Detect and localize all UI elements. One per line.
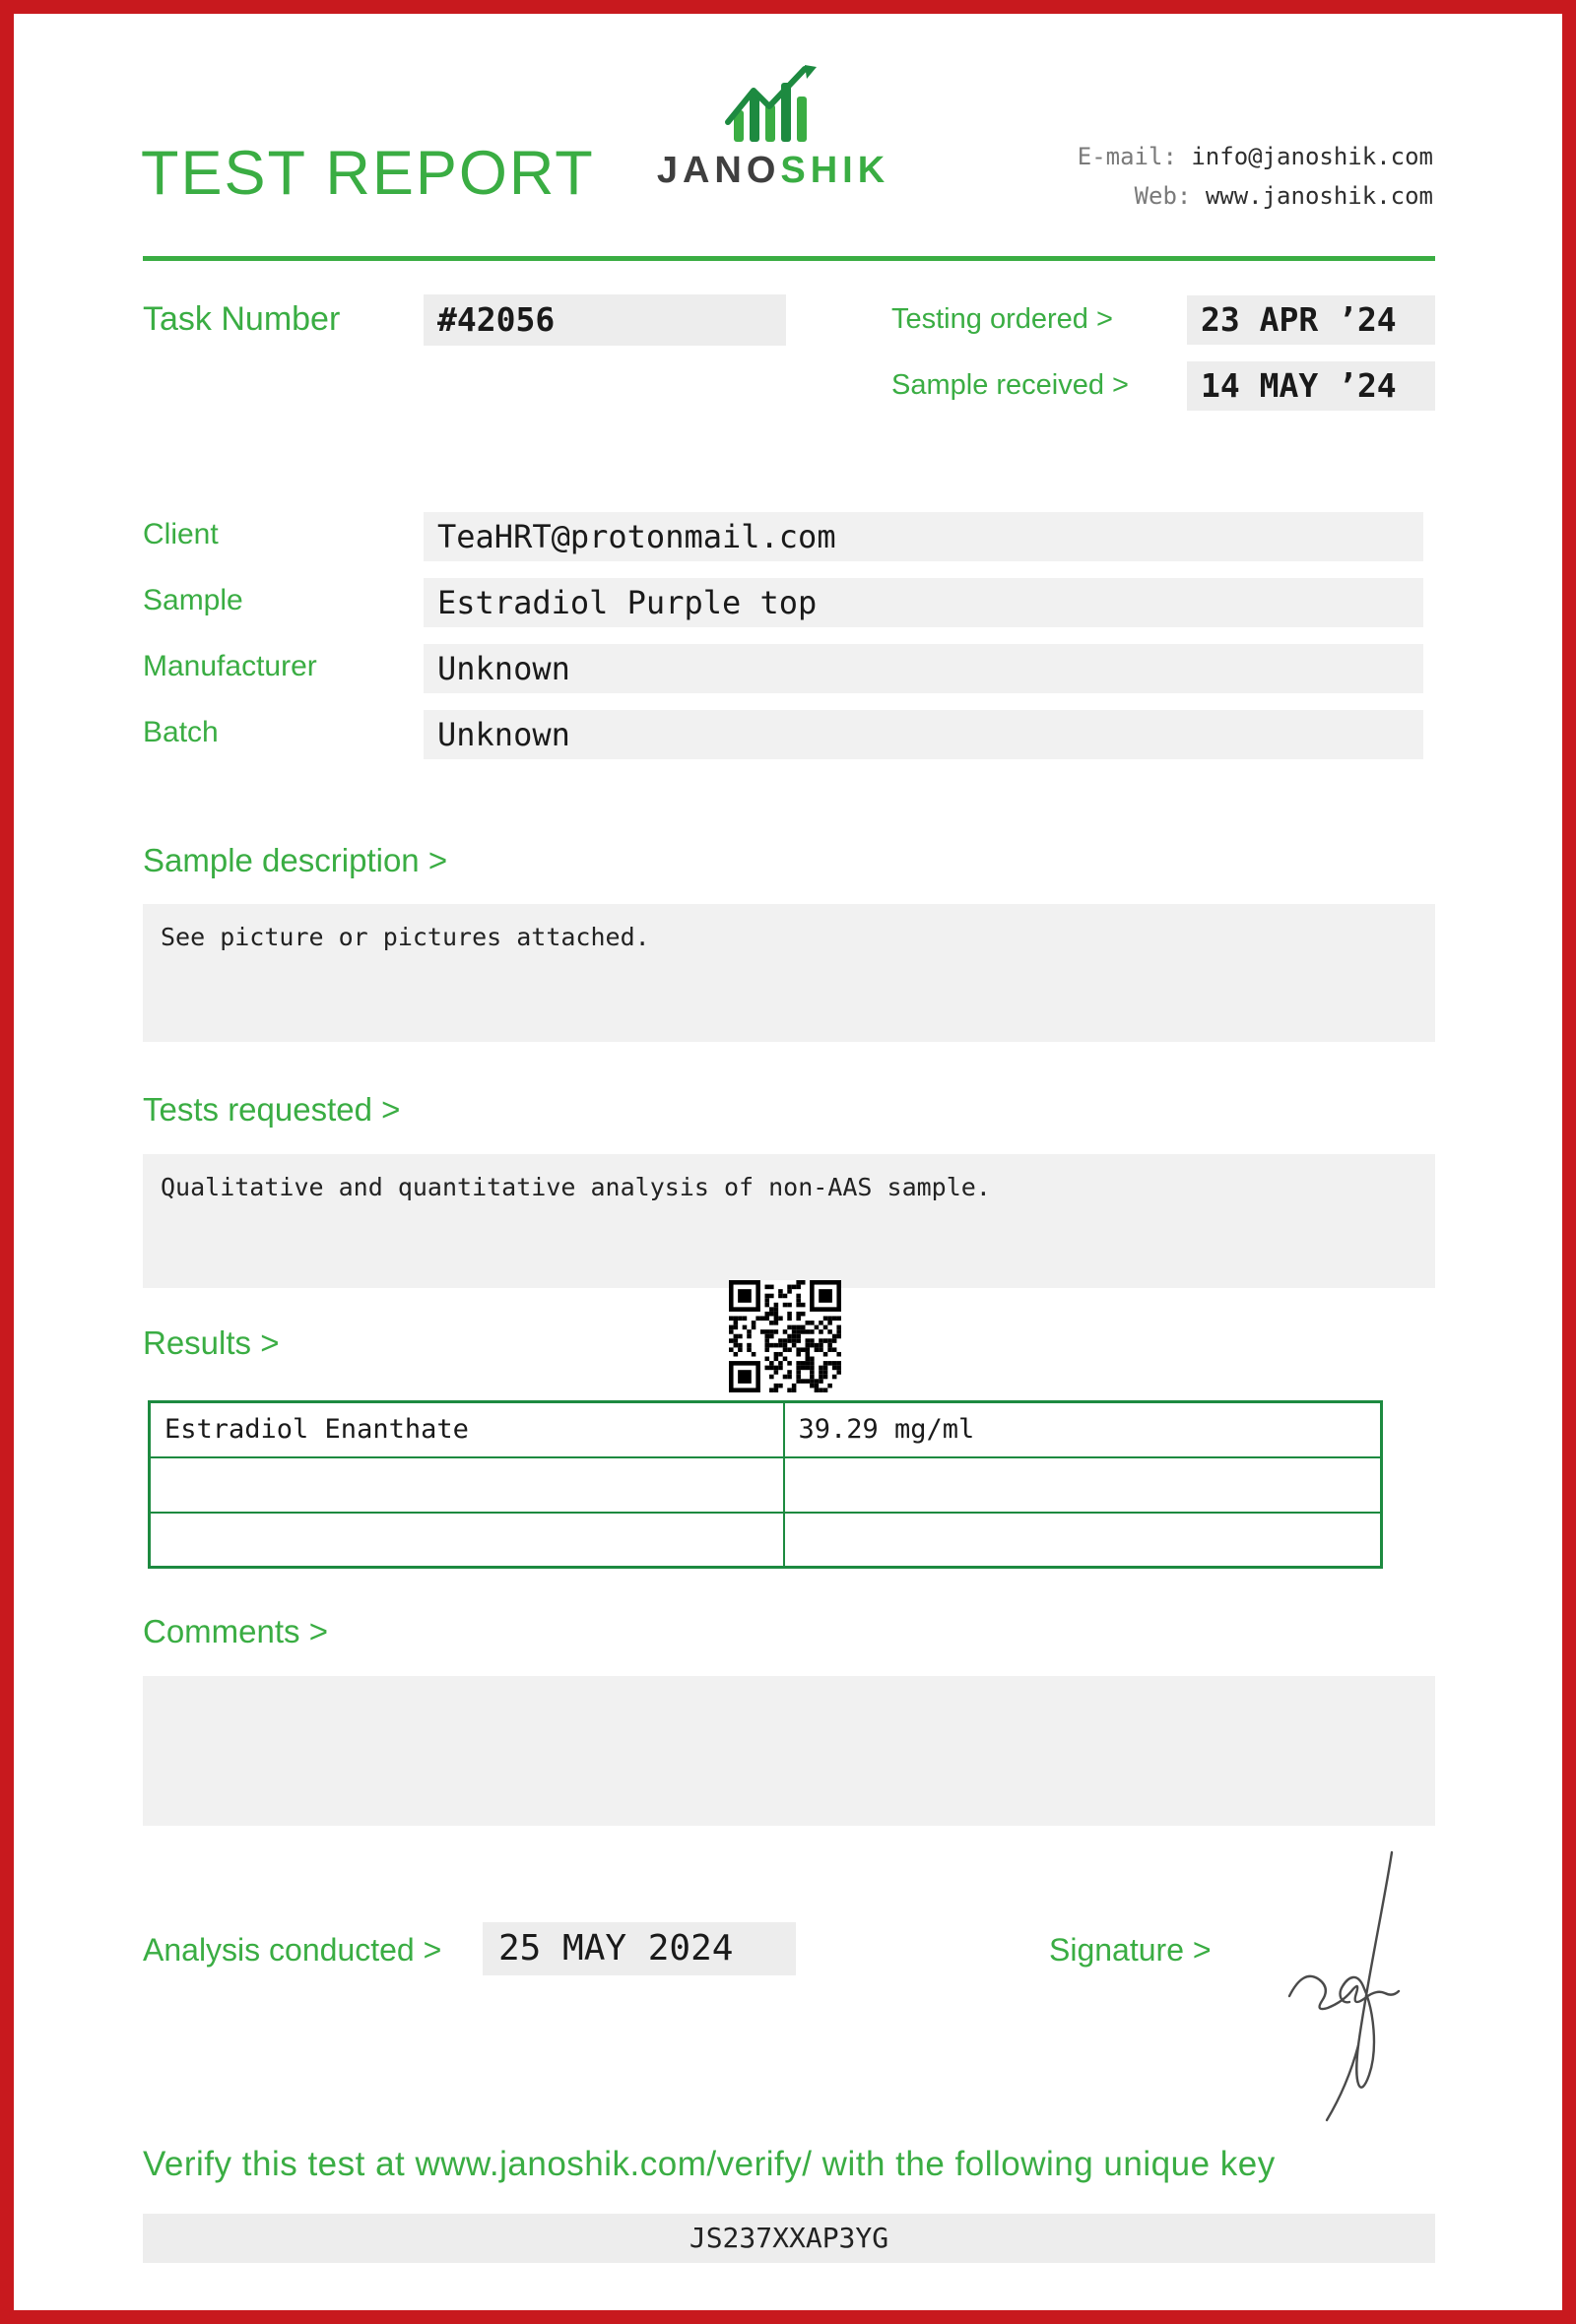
logo-wordmark-green: SHIK bbox=[780, 150, 890, 191]
result-substance: Estradiol Enanthate bbox=[150, 1402, 784, 1457]
verify-key: JS237XXAP3YG bbox=[143, 2214, 1435, 2263]
comments-box bbox=[143, 1676, 1435, 1826]
task-number-label: Task Number bbox=[143, 300, 341, 338]
results-row bbox=[150, 1513, 1382, 1568]
sample-value: Estradiol Purple top bbox=[424, 578, 1423, 627]
web-label: Web: bbox=[1134, 181, 1192, 210]
sample-description-label: Sample description > bbox=[143, 842, 448, 878]
batch-label: Batch bbox=[143, 716, 219, 748]
sample-description-box: See picture or pictures attached. bbox=[143, 904, 1435, 1042]
testing-ordered-label: Testing ordered > bbox=[891, 303, 1113, 335]
signature-label: Signature > bbox=[1049, 1932, 1212, 1968]
results-row bbox=[150, 1457, 1382, 1513]
sample-received-label: Sample received > bbox=[891, 369, 1129, 401]
logo-wordmark-dark: JANO bbox=[656, 150, 781, 191]
contact-web-line bbox=[1078, 177, 1433, 217]
results-row bbox=[150, 1402, 1382, 1457]
manufacturer-label: Manufacturer bbox=[143, 650, 317, 682]
janoshik-logo bbox=[625, 65, 921, 192]
batch-value: Unknown bbox=[424, 710, 1423, 759]
detail-row-manufacturer bbox=[0, 644, 1576, 695]
qr-code-svg bbox=[729, 1280, 841, 1392]
contact-block bbox=[1078, 138, 1433, 216]
contact-email-line bbox=[1078, 138, 1433, 177]
signature-scribble bbox=[1256, 1846, 1443, 2131]
manufacturer-value: Unknown bbox=[424, 644, 1423, 693]
tests-requested-label: Tests requested > bbox=[143, 1091, 401, 1128]
result-substance bbox=[150, 1457, 784, 1513]
detail-row-sample bbox=[0, 578, 1576, 629]
analysis-conducted-label: Analysis conducted > bbox=[143, 1932, 442, 1968]
task-number-value: #42056 bbox=[424, 294, 786, 346]
result-value bbox=[784, 1513, 1382, 1568]
client-value: TeaHRT@protonmail.com bbox=[424, 512, 1423, 561]
email-label: E-mail: bbox=[1077, 143, 1177, 170]
results-table bbox=[148, 1400, 1383, 1569]
result-substance bbox=[150, 1513, 784, 1568]
logo-chart-icon bbox=[714, 65, 832, 146]
qr-code bbox=[729, 1280, 841, 1392]
result-value: 39.29 mg/ml bbox=[784, 1402, 1382, 1457]
detail-row-batch bbox=[0, 710, 1576, 761]
sample-received-value: 14 MAY ’24 bbox=[1187, 361, 1435, 411]
results-label: Results > bbox=[143, 1324, 280, 1361]
page-title: TEST REPORT bbox=[141, 139, 595, 208]
header-divider bbox=[143, 256, 1435, 261]
verify-instruction: Verify this test at www.janoshik.com/verify/ with the following unique key bbox=[143, 2145, 1276, 2183]
comments-label: Comments > bbox=[143, 1613, 328, 1649]
signature-svg bbox=[1256, 1846, 1443, 2127]
sample-label: Sample bbox=[143, 584, 243, 616]
analysis-conducted-value: 25 MAY 2024 bbox=[483, 1922, 796, 1975]
email-value: info@janoshik.com bbox=[1191, 143, 1433, 170]
logo-wordmark bbox=[625, 150, 921, 192]
detail-row-client bbox=[0, 512, 1576, 563]
client-label: Client bbox=[143, 518, 219, 550]
testing-ordered-value: 23 APR ’24 bbox=[1187, 295, 1435, 345]
tests-requested-box: Qualitative and quantitative analysis of non-AAS sample. bbox=[143, 1154, 1435, 1288]
web-value: www.janoshik.com bbox=[1205, 181, 1433, 210]
result-value bbox=[784, 1457, 1382, 1513]
